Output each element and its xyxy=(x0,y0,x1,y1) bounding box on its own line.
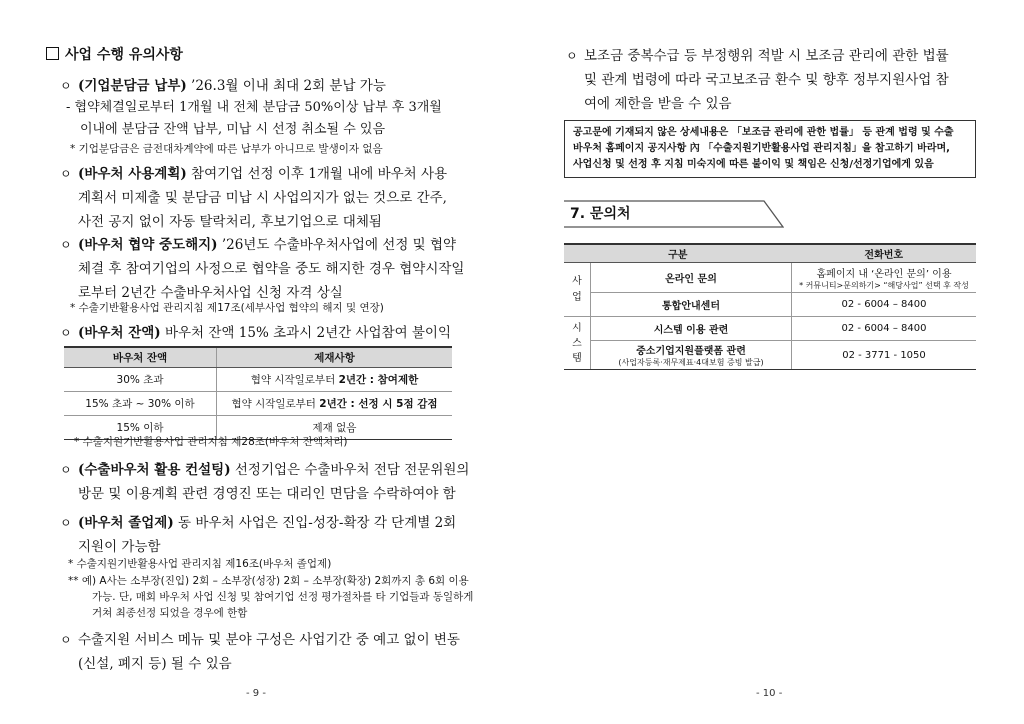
bullet-balance: ㅇ (바우처 잔액) 바우처 잔액 15% 초과시 2년간 사업참여 불이익 xyxy=(60,321,480,345)
bullet-usage-plan: ㅇ (바우처 사용계획) 참여기업 선정 이후 1개월 내에 바우처 사용 계획서 미제출 및 분담금 미납 시 사업의지가 없는 것으로 간주, 사전 공지 없이 자동 탈락처리, 후보기업으로 대체됨 xyxy=(60,162,480,234)
group-label-business: 사 업 xyxy=(564,263,591,317)
circle-bullet-icon: ㅇ xyxy=(60,633,72,647)
bullet-menu-change: ㅇ 수출지원 서비스 메뉴 및 분야 구성은 사업기간 중 예고 없이 변동 (신설, 폐지 등) 될 수 있음 xyxy=(60,628,480,676)
payment-note: * 기업분담금은 금전대차계약에 따른 납부가 아니므로 발생이자 없음 xyxy=(70,143,383,155)
graduation-note-2c: 거쳐 최종선정 되었을 경우에 한함 xyxy=(92,607,248,619)
balance-note: * 수출지원기반활용사업 관리지침 제28조(바우처 잔액처리) xyxy=(74,436,348,448)
circle-bullet-icon: ㅇ xyxy=(60,463,72,477)
termination-note: * 수출기반활용사업 관리지침 제17조(세부사업 협약의 해지 및 연장) xyxy=(70,302,384,314)
payment-sub-2: 이내에 분담금 잔액 납부, 미납 시 선정 취소될 수 있음 xyxy=(80,122,386,137)
bullet-termination: ㅇ (바우처 협약 중도해지) ’26년도 수출바우처사업에 선정 및 협약 체결 후 참여기업의 사정으로 협약을 중도 해지한 경우 협약시작일 로부터 2년간 수출바우처사업 신청 자격 상실 xyxy=(60,233,480,305)
circle-bullet-icon: ㅇ xyxy=(60,238,72,252)
section-heading-contact: 7. 문의처 xyxy=(564,200,784,226)
table-row: 30% 초과 협약 시작일로부터 2년간 : 참여제한 xyxy=(64,368,452,392)
contact-table xyxy=(564,243,976,370)
table-row: 사 업 온라인 문의 홈페이지 내 ‘온라인 문의’ 이용 * 커뮤니티>문의하기> “해당사업” 선택 후 작성 xyxy=(564,263,976,293)
contact-header-category: 구분 xyxy=(564,244,792,263)
table-row: 15% 이하 제재 없음 xyxy=(64,416,452,440)
graduation-note-1: * 수출지원기반활용사업 관리지침 제16조(바우처 졸업제) xyxy=(68,558,332,570)
notice-box: 공고문에 기재되지 않은 상세내용은 「보조금 관리에 관한 법률」 등 관계 법령 및 수출 바우처 홈페이지 공지사항 內 「수출지원기반활용사업 관리지침」을 참고하기 바라며, 사업신청 및 선정 후 지침 미숙지에 따른 불이익 및 책임은 신청/선정기업에게 있음 xyxy=(564,120,976,178)
bullet-payment: ㅇ (기업분담금 납부) ’26.3월 이내 최대 2회 분납 가능 xyxy=(60,74,480,98)
graduation-note-2b: 가능. 단, 매회 바우처 사업 신청 및 참여기업 선정 평가절차를 타 기업들과 동일하게 xyxy=(92,591,474,603)
bullet-subsidy: ㅇ 보조금 중복수급 등 부정행위 적발 시 보조금 관리에 관한 법률 및 관계 법령에 따라 국고보조금 환수 및 향후 정부지원사업 참 여에 제한을 받을 수 있음 xyxy=(566,44,986,116)
group-label-system: 시 스 템 xyxy=(564,317,591,370)
table-row: 통합안내센터 02 - 6004 – 8400 xyxy=(564,293,976,317)
section-title: 사업 수행 유의사항 xyxy=(46,44,183,64)
penalty-header-balance: 바우처 잔액 xyxy=(64,347,217,368)
table-row: 15% 초과 ~ 30% 이하 협약 시작일로부터 2년간 : 선정 시 5점 감점 xyxy=(64,392,452,416)
circle-bullet-icon: ㅇ xyxy=(60,326,72,340)
circle-bullet-icon: ㅇ xyxy=(60,516,72,530)
page-number: - 9 - xyxy=(246,688,266,699)
page-number: - 10 - xyxy=(756,688,783,699)
contact-header-phone: 전화번호 xyxy=(792,244,977,263)
table-row: 시 스 템 시스템 이용 관련 02 - 6004 – 8400 xyxy=(564,317,976,341)
bullet-graduation: ㅇ (바우처 졸업제) 동 바우처 사업은 진입-성장-확장 각 단계별 2회 지원이 가능함 xyxy=(60,511,480,559)
circle-bullet-icon: ㅇ xyxy=(60,167,72,181)
graduation-note-2a: ** 예) A사는 소부장(진입) 2회 – 소부장(성장) 2회 – 소부장(확장) 2회까지 총 6회 이용 xyxy=(68,575,469,587)
circle-bullet-icon: ㅇ xyxy=(60,79,72,93)
payment-sub-1: - 협약체결일로부터 1개월 내 전체 분담금 50%이상 납부 후 3개월 xyxy=(66,100,442,115)
penalty-header-sanction: 제재사항 xyxy=(217,347,453,368)
bullet-consulting: ㅇ (수출바우처 활용 컨설팅) 선정기업은 수출바우처 전담 전문위원의 방문 및 이용계획 관련 경영진 또는 대리인 면담을 수락하여야 함 xyxy=(60,458,480,506)
table-row: 중소기업지원플랫폼 관련 (사업자등록·재무제표·4대보험 증빙 발급) 02 - 3771 - 1050 xyxy=(564,341,976,370)
circle-bullet-icon: ㅇ xyxy=(566,49,578,63)
